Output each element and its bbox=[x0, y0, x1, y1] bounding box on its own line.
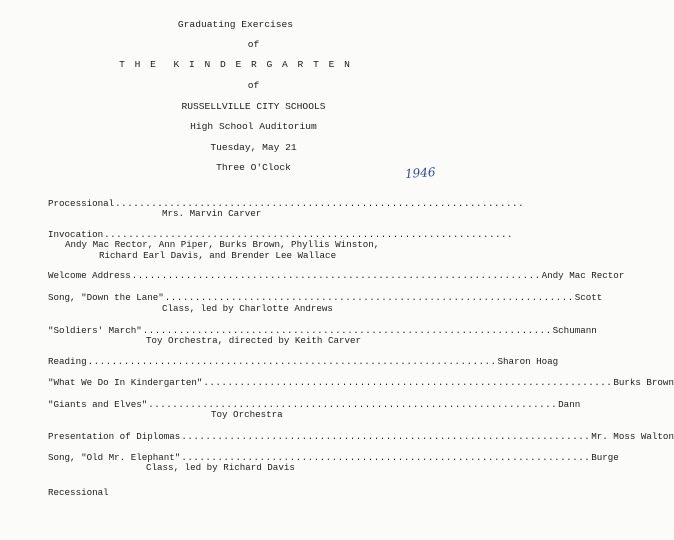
item-presenter: Mr. Moss Walton bbox=[591, 431, 674, 442]
leader-dots: .................................................................... bbox=[115, 198, 525, 209]
leader-dots: .................................................................... bbox=[148, 399, 558, 410]
item-label: Song, "Old Mr. Elephant" bbox=[48, 452, 181, 463]
leader-dots: .................................................................... bbox=[164, 292, 574, 303]
invocation-participants-line1: Andy Mac Rector, Ann Piper, Burks Brown, Phyllis Winston, bbox=[65, 239, 380, 250]
item-label: Song, "Down the Lane" bbox=[48, 292, 164, 303]
item-performer: Andy Mac Rector bbox=[541, 270, 625, 281]
leader-dots: .................................................................... bbox=[87, 356, 497, 367]
header-line-of-1: of bbox=[247, 39, 260, 50]
item-performer: Burks Brown bbox=[613, 377, 674, 388]
item-performer: Sharon Hoag bbox=[497, 356, 559, 367]
item-label: Presentation of Diplomas bbox=[48, 431, 181, 442]
soldiers-orchestra: Toy Orchestra, directed by Keith Carver bbox=[146, 335, 362, 346]
item-label: "Giants and Elves" bbox=[48, 399, 148, 410]
item-composer: Dann bbox=[558, 399, 581, 410]
item-label: Recessional bbox=[48, 487, 109, 498]
program-item-diplomas bbox=[48, 431, 674, 443]
program-item-recessional bbox=[48, 487, 109, 499]
leader-dots: .................................................................... bbox=[142, 325, 552, 336]
item-label: Invocation bbox=[48, 229, 104, 240]
header-line-auditorium: High School Auditorium bbox=[190, 121, 317, 132]
leader-dots: .................................................................... bbox=[181, 431, 591, 442]
song1-leader: Class, led by Charlotte Andrews bbox=[162, 303, 333, 314]
item-label: "Soldiers' March" bbox=[48, 325, 142, 336]
processional-performer: Mrs. Marvin Carver bbox=[162, 208, 262, 219]
header-line-date: Tuesday, May 21 bbox=[210, 142, 297, 153]
header-line-of-2: of bbox=[247, 80, 260, 91]
item-composer: Scott bbox=[574, 292, 603, 303]
giants-orchestra: Toy Orchestra bbox=[211, 409, 283, 420]
item-label: Reading bbox=[48, 356, 87, 367]
leader-dots: .................................................................... bbox=[131, 270, 541, 281]
item-label: Welcome Address bbox=[48, 270, 131, 281]
header-line-kindergarten: T H E K I N D E R G A R T E N bbox=[119, 59, 352, 70]
program-item-reading bbox=[48, 356, 559, 368]
item-label: "What We Do In Kindergarten" bbox=[48, 377, 203, 388]
program-item-giants-and-elves bbox=[48, 399, 581, 411]
header-line-time: Three O'Clock bbox=[216, 162, 291, 173]
leader-dots: .................................................................... bbox=[203, 377, 613, 388]
header-line-exercises: Graduating Exercises bbox=[177, 19, 294, 30]
item-composer: Burge bbox=[591, 452, 619, 463]
leader-dots: .................................................................... bbox=[181, 452, 591, 463]
program-item-what-we-do bbox=[48, 377, 674, 389]
header-line-schools: RUSSELLVILLE CITY SCHOOLS bbox=[181, 101, 326, 112]
program-item-welcome bbox=[48, 270, 625, 282]
leader-dots: .................................................................... bbox=[104, 229, 514, 240]
item-composer: Schumann bbox=[552, 325, 597, 336]
handwritten-year: 1946 bbox=[404, 164, 436, 182]
item-label: Processional bbox=[48, 198, 115, 209]
song2-leader: Class, led by Richard Davis bbox=[146, 462, 295, 473]
invocation-participants-line2: Richard Earl Davis, and Brender Lee Wallace bbox=[99, 250, 337, 261]
